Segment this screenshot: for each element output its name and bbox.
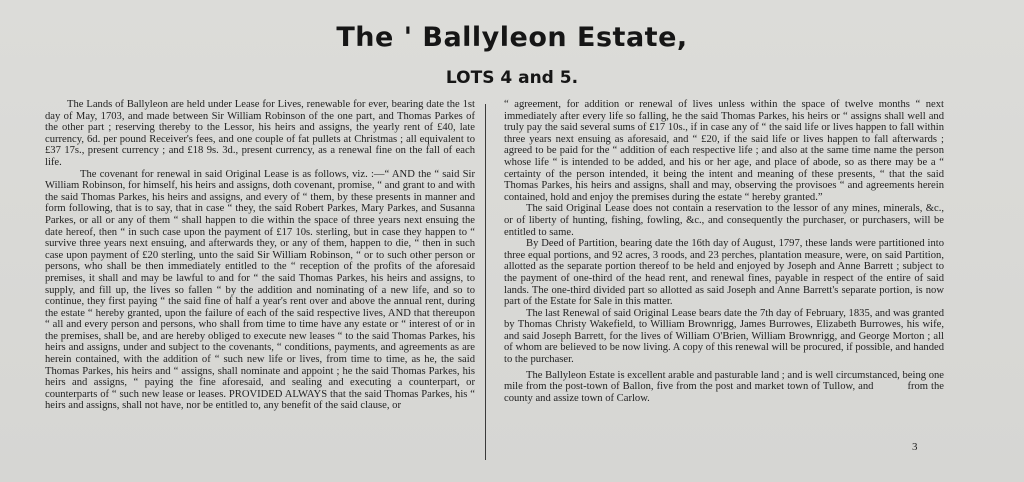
partition-paragraph: By Deed of Partition, bearing date the 16th day of August, 1797, these lands were partitioned into three equal portions, and 92 acres, 3 roods, and 23 perches, plantation measure, were, on said Partition, allotted as the separate portion thereof to be held and enjoyed by Joseph and Anne Barrett ; subject to the payment of one-third of the head rent, and renewal fines, payable in respect of the entire of said lands. The one-third divided part so allotted as said Joseph and Anne Barrett's separate portion, is now part of the Estate for Sale in this matter. bbox=[504, 238, 944, 308]
page-title: The ' Ballyleon Estate, bbox=[336, 22, 688, 53]
estate-description-paragraph bbox=[504, 370, 944, 405]
covenant-continuation-paragraph: “ agreement, for addition or renewal of lives unless within the space of twelve months “ next immediately after every life so falling, he the said Thomas Parkes, his heirs or “ assigns shall well and truly pay the said several sums of £17 10s., if in case any of “ the said life or lives happen to fall within three years next ensuing as aforesaid, and “ £20, if the said life or lives happen to fall afterwards ; agreed to be paid for the “ addition of each respective life ; and also at the same time name the person whose life “ is intended to be added, and his or her age, and place of abode, so as there may be a “ certainty of the person intended, it being the intent and meaning of these presents, “ that the said Thomas Parkes, his heirs and assigns, shall and may, observing the provisoes “ and agreements herein contained, hold and enjoy the premises during the estate “ hereby granted.” bbox=[504, 99, 944, 203]
left-column bbox=[45, 99, 475, 412]
renewal-paragraph: The last Renewal of said Original Lease bears date the 7th day of February, 1835, and was granted by Thomas Christy Wakefield, to William Brownrigg, James Burrowes, Elizabeth Burrowes, his wife, and said Joseph Barrett, for the lives of William O'Brien, William Brownrigg, and George Morton ; all of whom are believed to be now living. A copy of this renewal will be procured, if possible, and handed to the purchaser. bbox=[504, 307, 944, 366]
tenure-paragraph: The Lands of Ballyleon are held under Lease for Lives, renewable for ever, bearing date the 1st day of May, 1703, and made between Sir William Robinson of the one part, and Thomas Parkes of the other part ; reserving thereby to the Lessor, his heirs and assigns, the yearly rent of £40, late currency, 6d. per pound Receiver's fees, and one couple of fat pullets at Christmas ; all equivalent to £37 17s., present currency ; and £18 9s. 3d., present currency, as a renewal fine on the fall of each life. bbox=[45, 99, 475, 168]
covenant-paragraph: The covenant for renewal in said Original Lease is as follows, viz. :—“ AND the “ said Sir William Robinson, for himself, his heirs and assigns, doth covenant, promise, “ and grant to and with the said Thomas Parkes, his heirs and assigns, and every of “ them, by these presents in manner and form following, that is to say, that in case “ they, the said Robert Parkes, Mary Parkes, and Susanna Parkes, or all or any of them “ shall happen to die within the space of three years next ensuing the date hereof, then “ in such case upon the payment of £17 10s. sterling, but in case they happen to “ survive three years next ensuing, and afterwards they, or any of them, happen to die, “ then in such case upon payment of £20 sterling, unto the said Sir William Robinson, “ or to such other person or persons, who shall be then immediately entitled to the “ reception of the profits of the aforesaid premises, it shall and may be lawful to and for “ the said Thomas Parkes, his heirs and assigns, to supply, and fill up, the lives so fallen “ by the addition and nominating of a new life, and so to continue, they first paying “ the said fine of half a year's rent over and above the annual rent, during the estate “ hereby granted, upon the failure of each of the said respective lives, AND that thereupon “ all and every person and persons, who shall from time to time have any estate or “ interest of or in the premises, shall be, and are hereby obliged to execute new leases “ to the said Thomas Parkes, his heirs and assigns, under and subject to the covenants, “ conditions, payments, and agreements as are herein contained, with the addition of “ such new life or lives, from time to time, as he, the said Thomas Parkes, his heirs and “ assigns, shall nominate and appoint ; he the said Thomas Parkes, his heirs and assigns, “ paying the fine aforesaid, and sealing and executing a counterpart, or counterparts of “ such new lease or leases. PROVIDED ALWAYS that the said Thomas Parkes, his “ heirs and assigns, shall not have, nor be entitled to, any benefit of the said clause, or bbox=[45, 168, 475, 412]
estate-description-part-1: The Ballyleon Estate is excellent arable and pasturable land ; and is well circumstanced, being one mile from the post-town of Ballon, five from the post and market town of Tullow, and bbox=[504, 369, 944, 393]
page-number: 3 bbox=[912, 441, 918, 453]
lots-subtitle: LOTS 4 and 5. bbox=[445, 68, 579, 88]
column-divider bbox=[485, 104, 486, 460]
right-column bbox=[504, 99, 944, 404]
mines-paragraph: The said Original Lease does not contain a reservation to the lessor of any mines, minerals, &c., or of liberty of hunting, fishing, fowling, &c., and consequently the purchaser, or purchasers, will be entitled to same. bbox=[504, 203, 944, 238]
estate-description-part-2: from the county and assize town of Carlow. bbox=[504, 381, 944, 404]
